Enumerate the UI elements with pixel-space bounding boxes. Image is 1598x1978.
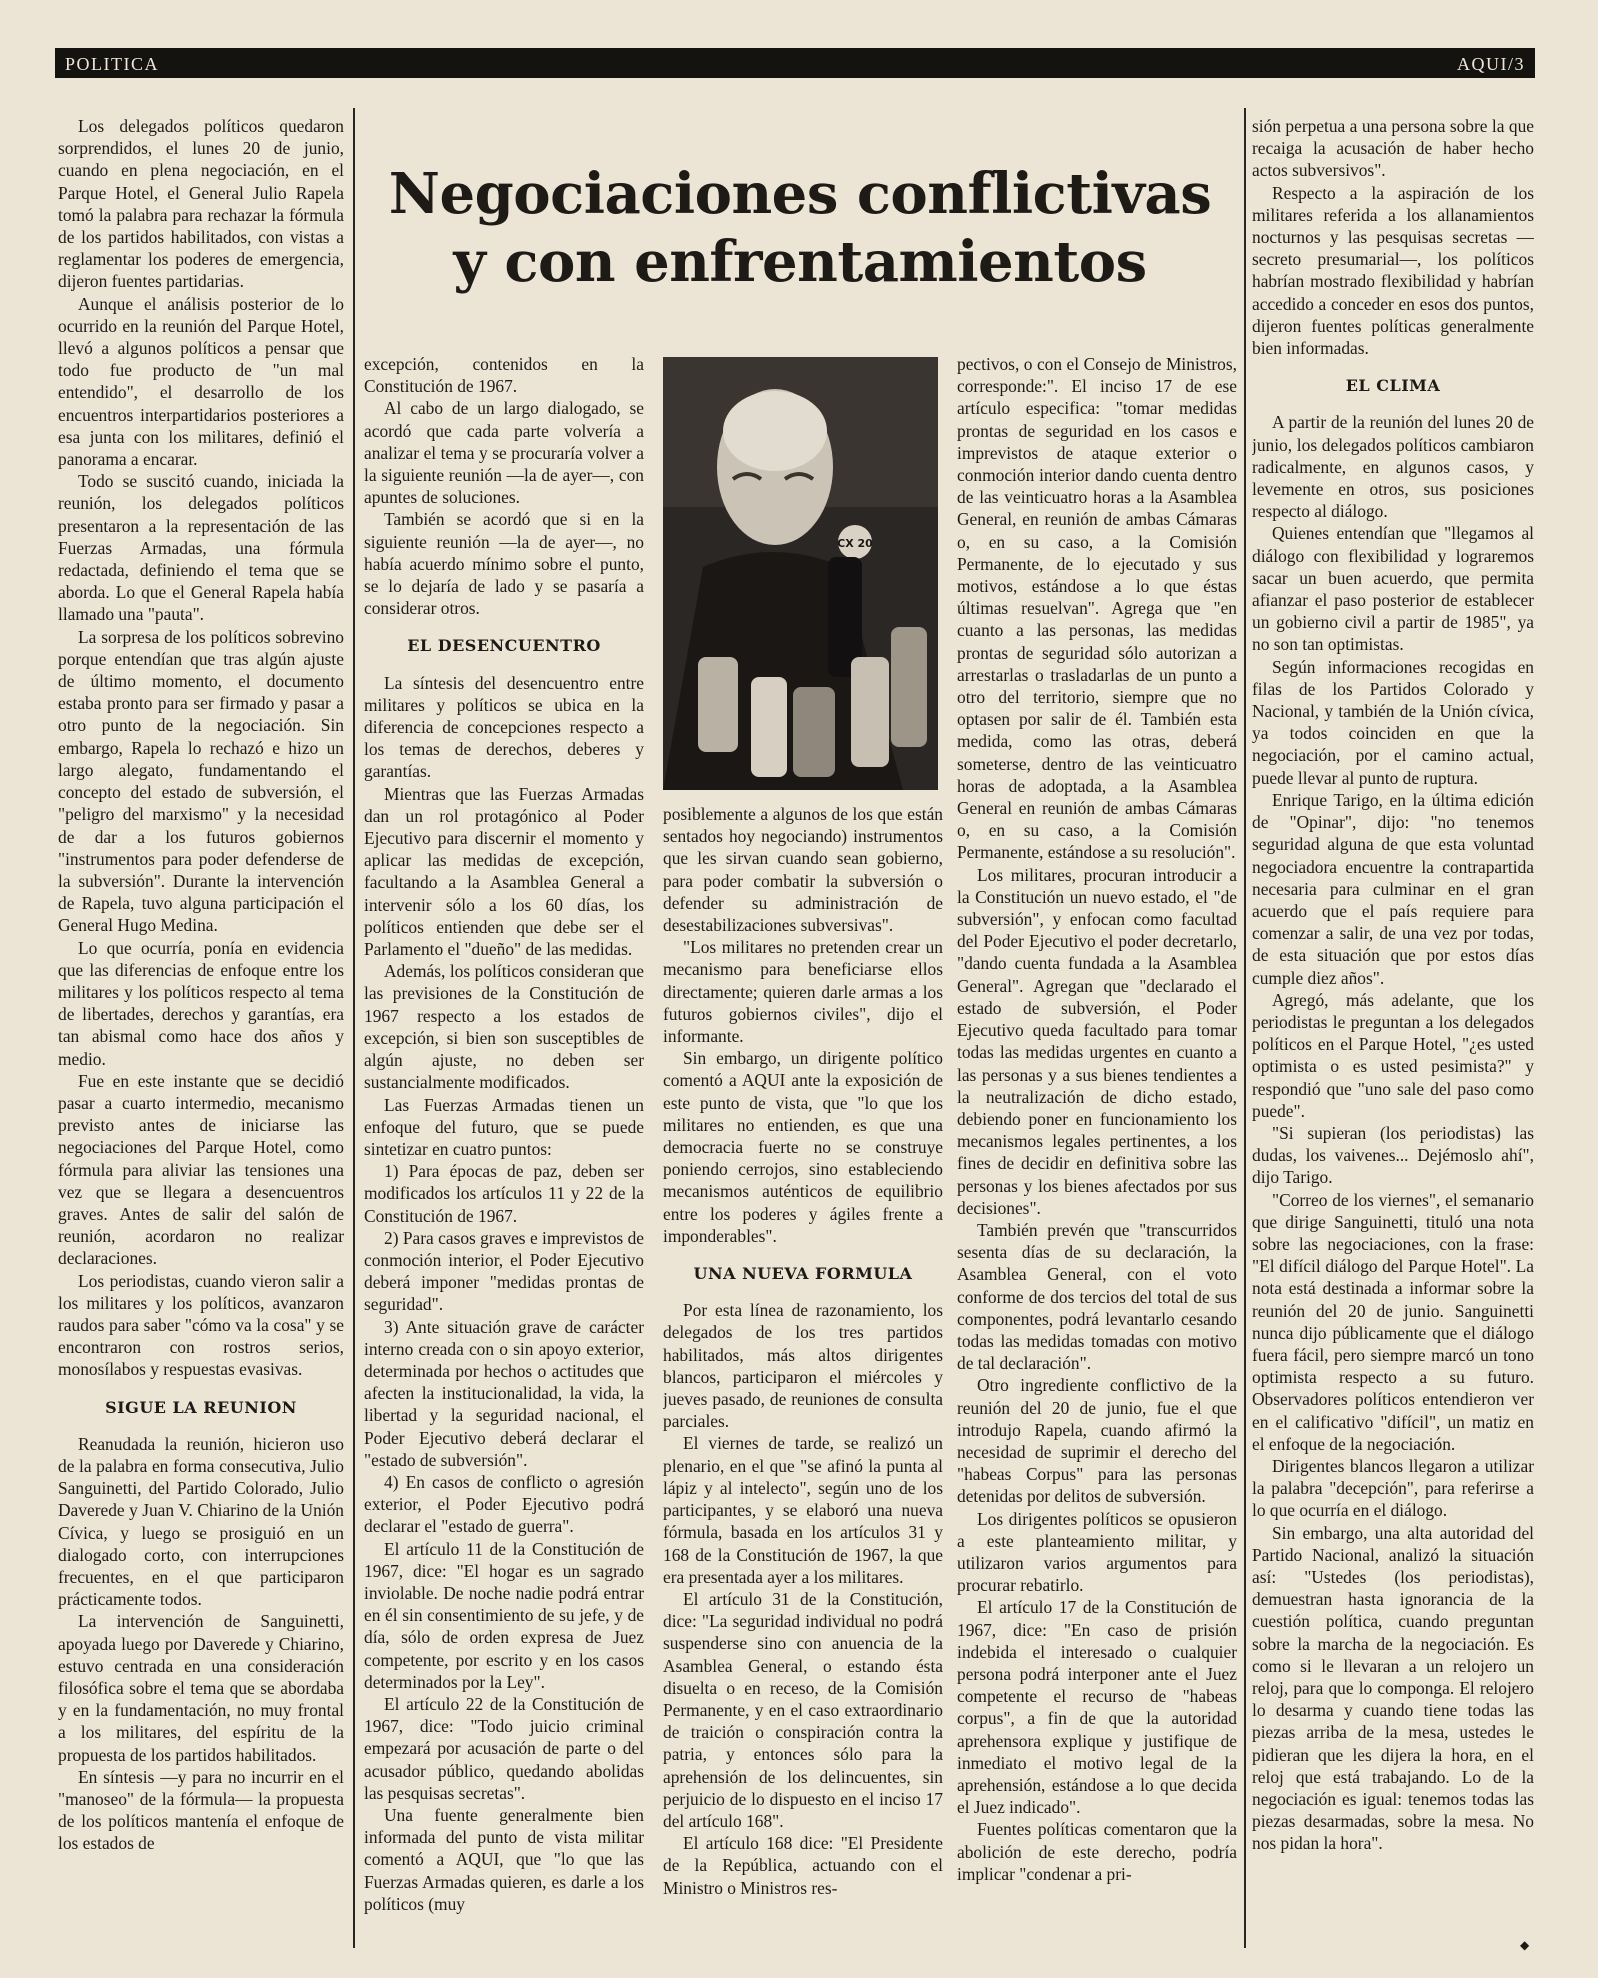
section-name: POLITICA bbox=[65, 54, 159, 74]
article-paragraph: Otro ingrediente conflictivo de la reunión del 20 de junio, fue el que introdujo Rapela, cuando afirmó la necesidad de suprimir el derecho del "habeas Corpus" para las personas detenidas por delitos de subversión. bbox=[957, 1375, 1237, 1507]
news-photo bbox=[663, 357, 938, 790]
article-column-3 bbox=[663, 803, 943, 1945]
article-paragraph: Por esta línea de razonamiento, los delegados de los tres partidos habilitados, más altos dirigentes blancos, participaron el miércoles y jueves pasado, de reuniones de consulta parciales. bbox=[663, 1300, 943, 1432]
article-paragraph: "Si supieran (los periodistas) las dudas, los vaivenes... Dejémoslo ahí", dijo Tarigo. bbox=[1252, 1122, 1534, 1188]
article-paragraph: A partir de la reunión del lunes 20 de junio, los delegados políticos cambiaron radicalmente, en algunos casos, y levemente en otros, sus posiciones respecto al diálogo. bbox=[1252, 412, 1534, 522]
article-paragraph: Dirigentes blancos llegaron a utilizar la palabra "decepción", para referirse a lo que ocurría en el diálogo. bbox=[1252, 1455, 1534, 1521]
article-paragraph: En síntesis —y para no incurrir en el "manoseo" de la fórmula— la propuesta de los políticos mantenía el enfoque de los estados de bbox=[58, 1766, 344, 1854]
column-rule bbox=[1244, 108, 1246, 1948]
page-header-bar bbox=[55, 48, 1535, 78]
article-column-4 bbox=[957, 353, 1237, 1945]
article-column-2 bbox=[364, 353, 644, 1945]
article-paragraph: También prevén que "transcurridos sesenta días de su declaración, la Asamblea General, con el voto conforme de dos tercios del total de sus componentes, podrá levantarlo cesando todas las medidas tomadas con motivo de tal declaración". bbox=[957, 1219, 1237, 1374]
article-column-1 bbox=[58, 115, 344, 1945]
article-paragraph: Una fuente generalmente bien informada del punto de vista militar comentó a AQUI, que "lo que las Fuerzas Armadas quieren, es darle a los políticos (muy bbox=[364, 1805, 644, 1914]
page-number: AQUI/3 bbox=[1457, 54, 1525, 74]
article-paragraph: 4) En casos de conflicto o agresión exterior, el Poder Ejecutivo podrá declarar el "estado de guerra". bbox=[364, 1471, 644, 1537]
article-paragraph: excepción, contenidos en la Constitución de 1967. bbox=[364, 354, 644, 397]
subheading: EL DESENCUENTRO bbox=[407, 636, 601, 656]
article-paragraph: La síntesis del desencuentro entre militares y políticos se ubica en la diferencia de concepciones respecto a los temas de derechos, deberes y garantías. bbox=[364, 672, 644, 782]
article-paragraph: Enrique Tarigo, en la última edición de "Opinar", dijo: "no tenemos seguridad alguna de que esta voluntad negociadora encuentre la contrapartida necesaria para culminar en el gran acuerdo que el país requiere para comenzar a salir, de una vez por todas, de esta situación que por estos días cumple diez años". bbox=[1252, 789, 1534, 988]
mic-label: CX 20 bbox=[837, 537, 873, 550]
article-paragraph: También se acordó que si en la siguiente reunión —la de ayer—, no había acuerdo mínimo sobre el punto, se lo dejaría de lado y se pasaría a considerar otros. bbox=[364, 509, 644, 619]
headline bbox=[360, 160, 1240, 296]
article-paragraph: Los periodistas, cuando vieron salir a los militares y los políticos, avanzaron raudos para saber "cómo va la cosa" y se encontraron con rostros serios, monosílabos y respuestas evasivas. bbox=[58, 1270, 344, 1380]
article-paragraph: Los delegados políticos quedaron sorprendidos, el lunes 20 de junio, cuando en plena negociación, en el Parque Hotel, el General Julio Rapela tomó la palabra para rechazar la fórmula de los partidos habilitados, con vistas a reglamentar los poderes de emergencia, dijeron fuentes partidarias. bbox=[58, 116, 344, 292]
article-paragraph: Aunque el análisis posterior de lo ocurrido en la reunión del Parque Hotel, llevó a algunos políticos a pensar que todo fue producto de "un mal entendido", el desarrollo de los encuentros interpartidarios posteriores a esa junta con los militares, definió el panorama a encarar. bbox=[58, 293, 344, 470]
headline-line-2: y con enfrentamientos bbox=[453, 229, 1147, 295]
article-paragraph: Según informaciones recogidas en filas de los Partidos Colorado y Nacional, y también de la Unión cívica, ya todos coinciden en que la negociación, por el camino actual, puede llevar al punto de ruptura. bbox=[1252, 656, 1534, 788]
article-paragraph: La intervención de Sanguinetti, apoyada luego por Daverede y Chiarino, estuvo centrada en una consideración filosófica sobre el tema que se abordaba y en la fundamentación, no muy frontal a los militares, del espíritu de la propuesta de los partidos habilitados. bbox=[58, 1611, 344, 1765]
article-paragraph: El viernes de tarde, se realizó un plenario, en el que "se afinó la punta al lápiz y al intelecto", según uno de los participantes, y se elaboró una nueva fórmula, basada en los artículos 31 y 168 de la Constitución de 1967, la que era presentada ayer a los militares. bbox=[663, 1433, 943, 1587]
article-paragraph: pectivos, o con el Consejo de Ministros, corresponde:". El inciso 17 de ese artículo especifica: "tomar medidas prontas de seguridad en los casos e imprevistos de ataque exterior o conmoción interior dando cuenta dentro de las veinticuatro horas a la Asamblea General, en reunión de ambas Cámaras o, en su caso, a la Comisión Permanente, de lo ejecutado y sus motivos, estándose a lo que éstas últimas resuelvan". Agrega que "en cuanto a las personas, las medidas prontas de seguridad sólo autorizan a arrestarlas o trasladarlas de un punto a otro del territorio, siempre que no optasen por salir de él. También esta medida, como las otras, deberá someterse, dentro de las veinticuatro horas de adoptada, a la Asamblea General en reunión de ambas Cámaras o, en su caso, a la Comisión Permanente, estándose a su resolución". bbox=[957, 354, 1237, 863]
article-paragraph: Fuentes políticas comentaron que la abolición de este derecho, podría implicar "condenar a pri- bbox=[957, 1819, 1237, 1884]
article-paragraph: Además, los políticos consideran que las previsiones de la Constitución de 1967 respecto a los estados de excepción, si bien son susceptibles de algún ajuste, no deben ser sustancialmente modificados. bbox=[364, 961, 644, 1093]
article-paragraph: Los dirigentes políticos se opusieron a este planteamiento militar, y utilizaron varios argumentos para procurar rebatirlo. bbox=[957, 1508, 1237, 1596]
article-paragraph: El artículo 31 de la Constitución, dice: "La seguridad individual no podrá suspenderse sino con anuencia de la Asamblea General, o estando ésta disuelta o en receso, de la Comisión Permanente, y en el caso extraordinario de traición o conspiración contra la patria, y entonces sólo para la aprehensión de los delincuentes, sin perjuicio de lo dispuesto en el inciso 17 del artículo 168". bbox=[663, 1588, 943, 1831]
article-paragraph: Reanudada la reunión, hicieron uso de la palabra en forma consecutiva, Julio Sanguinetti, del Partido Colorado, Julio Daverede y Juan V. Chiarino de la Unión Cívica, y luego se prosiguió en un dialogado corto, con interrupciones frecuentes, en el que participaron prácticamente todos. bbox=[58, 1433, 344, 1610]
article-paragraph: 1) Para épocas de paz, deben ser modificados los artículos 11 y 22 de la Constitución de 1967. bbox=[364, 1161, 644, 1226]
column-rule bbox=[353, 108, 355, 1948]
article-paragraph: 2) Para casos graves e imprevistos de conmoción interior, el Poder Ejecutivo deberá imponer "medidas prontas de seguridad". bbox=[364, 1227, 644, 1315]
article-paragraph: El artículo 17 de la Constitución de 1967, dice: "En caso de prisión indebida el interesado o cualquier persona podrá interponer ante el Juez competente el recurso de "habeas corpus", a fin de que la autoridad aprehensora explique y justifique de inmediato el motivo legal de la aprehensión, estándose a lo que decida el Juez indicado". bbox=[957, 1597, 1237, 1818]
article-paragraph: La sorpresa de los políticos sobrevino porque entendían que tras algún ajuste de último momento, el documento estaba pronto para ser firmado y pasar a otro punto de la negociación. Sin embargo, Rapela lo rechazó e hizo un largo alegato, fundamentando el concepto del estado de subversión, el "peligro del marxismo" y la necesidad de dar a los futuros gobiernos "instrumentos para poder defenderse de la subversión". Durante la intervención de Rapela, tuvo alguna participación el General Hugo Medina. bbox=[58, 626, 344, 936]
article-paragraph: Las Fuerzas Armadas tienen un enfoque del futuro, que se puede sintetizar en cuatro puntos: bbox=[364, 1094, 644, 1159]
article-paragraph: Respecto a la aspiración de los militares referida a los allanamientos nocturnos y las pesquisas secretas —secreto presumarial—, los políticos habrían mostrado flexibilidad y habrían accedido a conceder en esos dos puntos, dijeron fuentes políticas generalmente bien informadas. bbox=[1252, 182, 1534, 359]
headline-line-1: Negociaciones conflictivas bbox=[388, 161, 1212, 227]
article-paragraph: Los militares, procuran introducir a la Constitución un nuevo estado, el "de subversión", y enfocan como facultad del Poder Ejecutivo el poder decretarlo, "dando cuenta fundada a la Asamblea General". Agregan que "declarado el estado de subversión, el Poder Ejecutivo queda facultado para tomar todas las medidas urgentes en cuanto a las personas y a sus bienes tendientes a la neutralización de dicho estado, debiendo poner en funcionamiento los mecanismos legales pertinentes, a los fines de decidir en definitiva sobre las personas y los bienes afectados por sus decisiones". bbox=[957, 864, 1237, 1218]
article-column-5 bbox=[1252, 115, 1534, 1945]
article-paragraph: Fue en este instante que se decidió pasar a cuarto intermedio, mecanismo previsto antes de iniciarse las negociaciones del Parque Hotel, como fórmula para aliviar las tensiones una vez que se llegara a desencuentros graves. Antes de salir del salón de reunión, acordaron no realizar declaraciones. bbox=[58, 1070, 344, 1269]
article-paragraph: El artículo 168 dice: "El Presidente de la República, actuando con el Ministro o Ministros res- bbox=[663, 1833, 943, 1898]
subheading: UNA NUEVA FORMULA bbox=[693, 1264, 913, 1284]
article-paragraph: Lo que ocurría, ponía en evidencia que las diferencias de enfoque entre los militares y los políticos respecto al tema de libertades, derechos y garantías, era tan abismal como hace dos años y medio. bbox=[58, 937, 344, 1069]
article-paragraph: Sin embargo, un dirigente político comentó a AQUI ante la exposición de este punto de vista, que "lo que los militares no entienden, es que una democracia fuerte no se construye poniendo cerrojos, sino estableciendo mecanismos auténticos de equilibrio entre los poderes y ágiles frente a imponderables". bbox=[663, 1048, 943, 1246]
article-paragraph: Agregó, más adelante, que los periodistas le preguntan a los delegados políticos en el Parque Hotel, "¿es usted optimista o es usted pesimista?" y respondió que "uno sale del paso como puede". bbox=[1252, 989, 1534, 1121]
subheading: EL CLIMA bbox=[1345, 376, 1441, 396]
article-paragraph: El artículo 22 de la Constitución de 1967, dice: "Todo juicio criminal empezará por acusación de parte o del acusador público, quedando abolidas las pesquisas secretas". bbox=[364, 1693, 644, 1803]
article-paragraph: "Correo de los viernes", el semanario que dirige Sanguinetti, tituló una nota sobre las negociaciones, con la frase: "El difícil diálogo del Parque Hotel". La nota está destinada a informar sobre la reunión del 20 de junio. Sanguinetti nunca dijo públicamente que el diálogo fuera fácil, pero siempre marcó un tono optimista respecto a su futuro. Observadores políticos entendieron ver en el calificativo "difícil", un matiz en el enfoque de la negociación. bbox=[1252, 1189, 1534, 1454]
subheading: SIGUE LA REUNION bbox=[105, 1397, 297, 1417]
article-paragraph: Quienes entendían que "llegamos al diálogo con flexibilidad y lograremos sacar un buen acuerdo, que permita afianzar el paso posterior de establecer un gobierno civil a partir de 1985", ya no son tan optimistas. bbox=[1252, 523, 1534, 655]
article-paragraph: Todo se suscitó cuando, iniciada la reunión, los delegados políticos presentaron a la representación de las Fuerzas Armadas, una fórmula redactada, definiendo el tema que se aborda. Lo que el General Rapela había llamado una "pauta". bbox=[58, 471, 344, 625]
article-paragraph: Sin embargo, una alta autoridad del Partido Nacional, analizó la situación así: "Ustedes (los periodistas), demuestran hasta ignorancia de la cuestión política, cuando preguntan sobre la marcha de la negociación. Es como si le llevaran a un relojero un reloj, para que lo componga. El relojero lo desarma y cuando tiene todas las piezas arriba de la mesa, ustedes le pidieran que les dijera la hora, en el reloj que está trabajando. Lo de la negociación es igual: tenemos todas las piezas desarmadas, sobre la mesa. No nos pidan la hora". bbox=[1252, 1522, 1534, 1854]
article-paragraph: El artículo 11 de la Constitución de 1967, dice: "El hogar es un sagrado inviolable. De noche nadie podrá entrar en él sin consentimiento de su jefe, y de día, sólo de orden expresa de Juez competente, por escrito y en los casos determinados por la Ley". bbox=[364, 1538, 644, 1692]
end-mark-icon: ◆ bbox=[1520, 1938, 1530, 1952]
article-paragraph: sión perpetua a una persona sobre la que recaiga la acusación de haber hecho actos subversivos". bbox=[1252, 116, 1534, 181]
article-paragraph: Al cabo de un largo dialogado, se acordó que cada parte volvería a analizar el tema y se procuraría volver a la siguiente reunión —la de ayer—, con apuntes de soluciones. bbox=[364, 398, 644, 508]
article-paragraph: Mientras que las Fuerzas Armadas dan un rol protagónico al Poder Ejecutivo para discernir el momento y aplicar las medidas de excepción, facultando a la Asamblea General a intervenir sólo a los 60 días, los políticos entienden que debe ser el Parlamento el "dueño" de las medidas. bbox=[364, 783, 644, 960]
article-paragraph: posiblemente a algunos de los que están sentados hoy negociando) instrumentos que les sirvan cuando sean gobierno, para poder combatir la subversión o defender su administración de desestabilizaciones subversivas". bbox=[663, 804, 943, 936]
article-paragraph: "Los militares no pretenden crear un mecanismo para beneficiarse ellos directamente; quieren darle armas a los futuros gobiernos civiles", dijo el informante. bbox=[663, 937, 943, 1047]
article-paragraph: 3) Ante situación grave de carácter interno creada con o sin apoyo exterior, determinada por hechos o actitudes que afecten la institucionalidad, la vida, la libertad y la seguridad nacional, el Poder Ejecutivo deberá declarar el "estado de subversión". bbox=[364, 1316, 644, 1470]
